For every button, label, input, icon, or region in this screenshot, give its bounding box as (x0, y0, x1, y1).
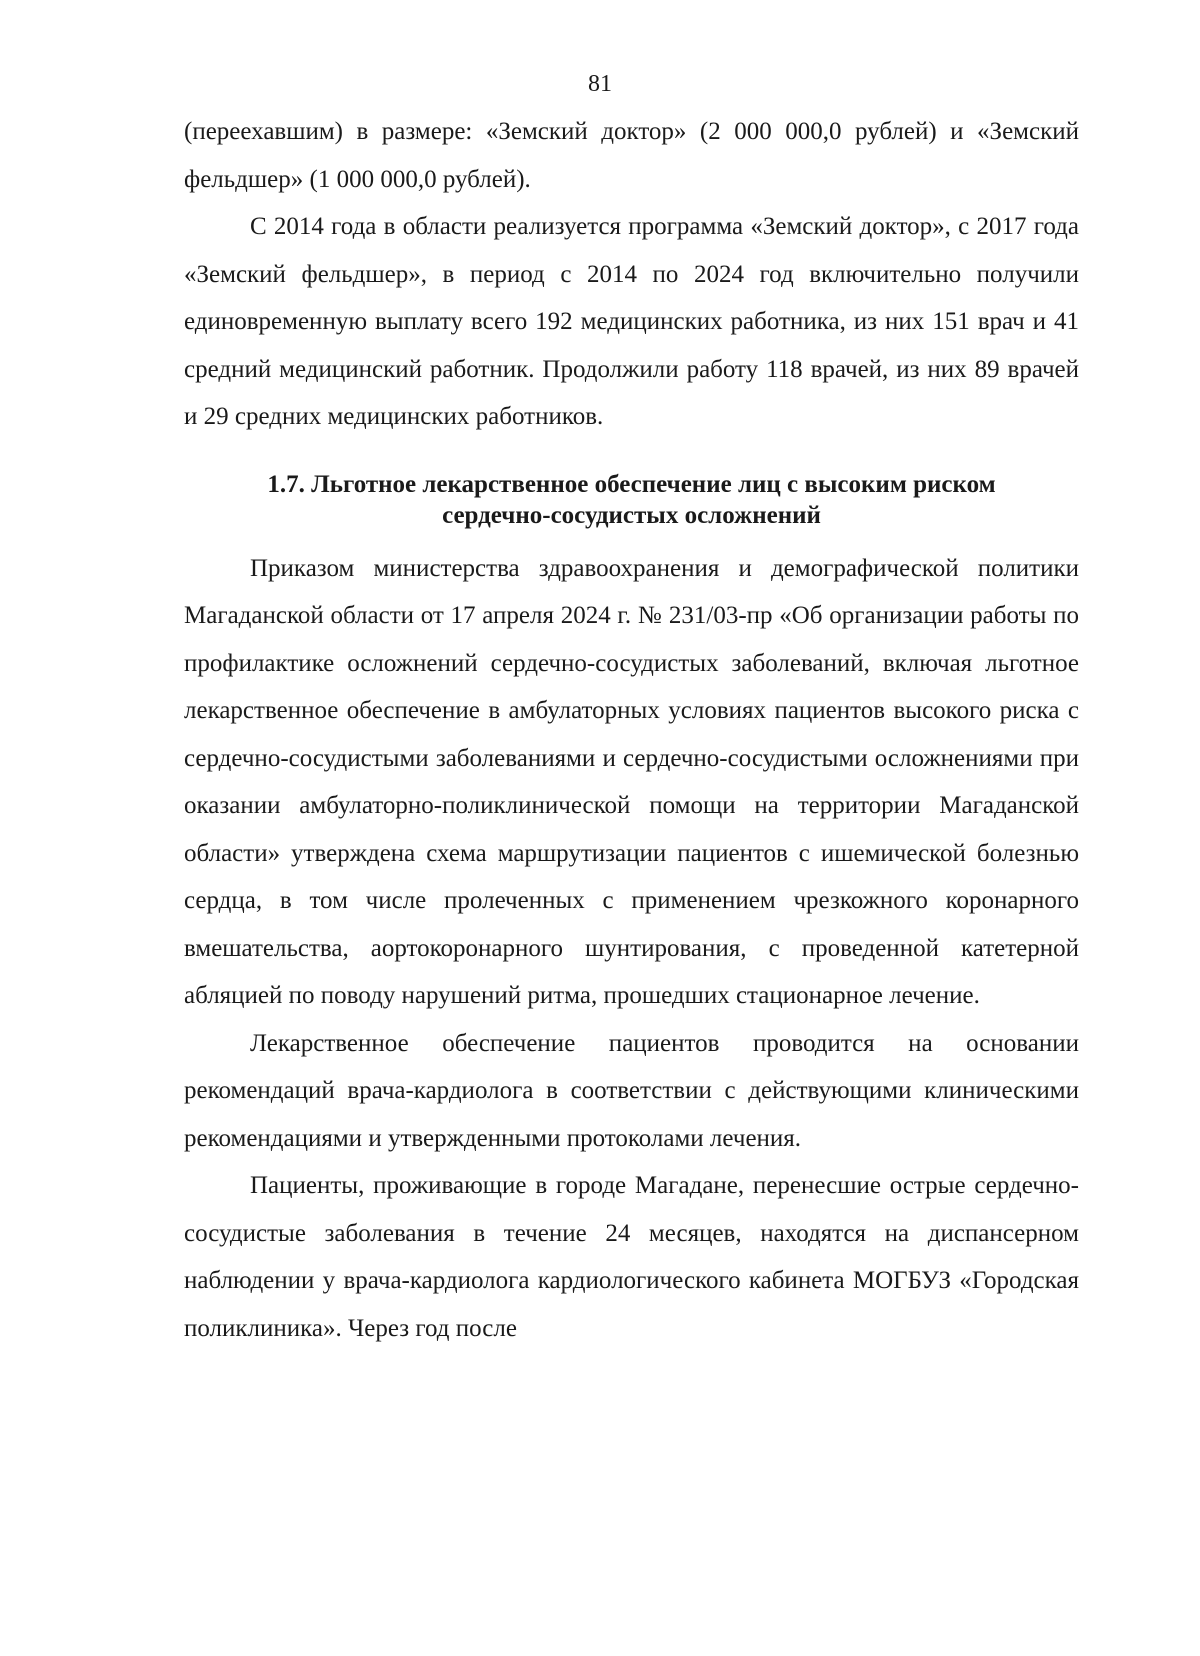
document-body (184, 108, 1079, 1352)
paragraph-zemsky-program: С 2014 года в области реализуется программа «Земский доктор», с 2017 года «Земский фельдшер», в период с 2014 по 2024 год включительно получили единовременную выплату всего 192 медицинских работника, из них 151 врач и 41 средний медицинский работник. Продолжили работу 118 врачей, из них 89 врачей и 29 средних медицинских работников. (184, 213, 1079, 430)
section-heading-line-2: сердечно-сосудистых осложнений (442, 501, 821, 529)
section-heading-line-1: 1.7. Льготное лекарственное обеспечение лиц с высоким риском (267, 470, 996, 498)
paragraph-continuation: (переехавшим) в размере: «Земский доктор» (2 000 000,0 рублей) и «Земский фельдшер» (1 000 000,0 рублей). (184, 118, 1079, 193)
paragraph-patients: Пациенты, проживающие в городе Магадане, перенесшие острые сердечно-сосудистые заболевания в течение 24 месяцев, находятся на диспансерном наблюдении у врача-кардиолога кардиологического кабинета МОГБУЗ «Городская поликлиника». Через год после (184, 1172, 1079, 1342)
page-number: 81 (588, 71, 612, 97)
paragraph-order: Приказом министерства здравоохранения и демографической политики Магаданской области от 17 апреля 2024 г. № 231/03-пр «Об организации работы по профилактике осложнений сердечно-сосудистых заболеваний, включая льготное лекарственное обеспечение в амбулаторных условиях пациентов высокого риска с сердечно-сосудистыми заболеваниями и сердечно-сосудистыми осложнениями при оказании амбулаторно-поликлинической помощи на территории Магаданской области» утверждена схема маршрутизации пациентов с ишемической болезнью сердца, в том числе пролеченных с применением чрезкожного коронарного вмешательства, аортокоронарного шунтирования, с проведенной катетерной абляцией по поводу нарушений ритма, прошедших стационарное лечение. (184, 554, 1079, 1009)
section-heading (184, 469, 1079, 531)
paragraph-drug-supply: Лекарственное обеспечение пациентов проводится на основании рекомендаций врача-кардиолога в соответствии с действующими клиническими рекомендациями и утвержденными протоколами лечения. (184, 1029, 1079, 1152)
